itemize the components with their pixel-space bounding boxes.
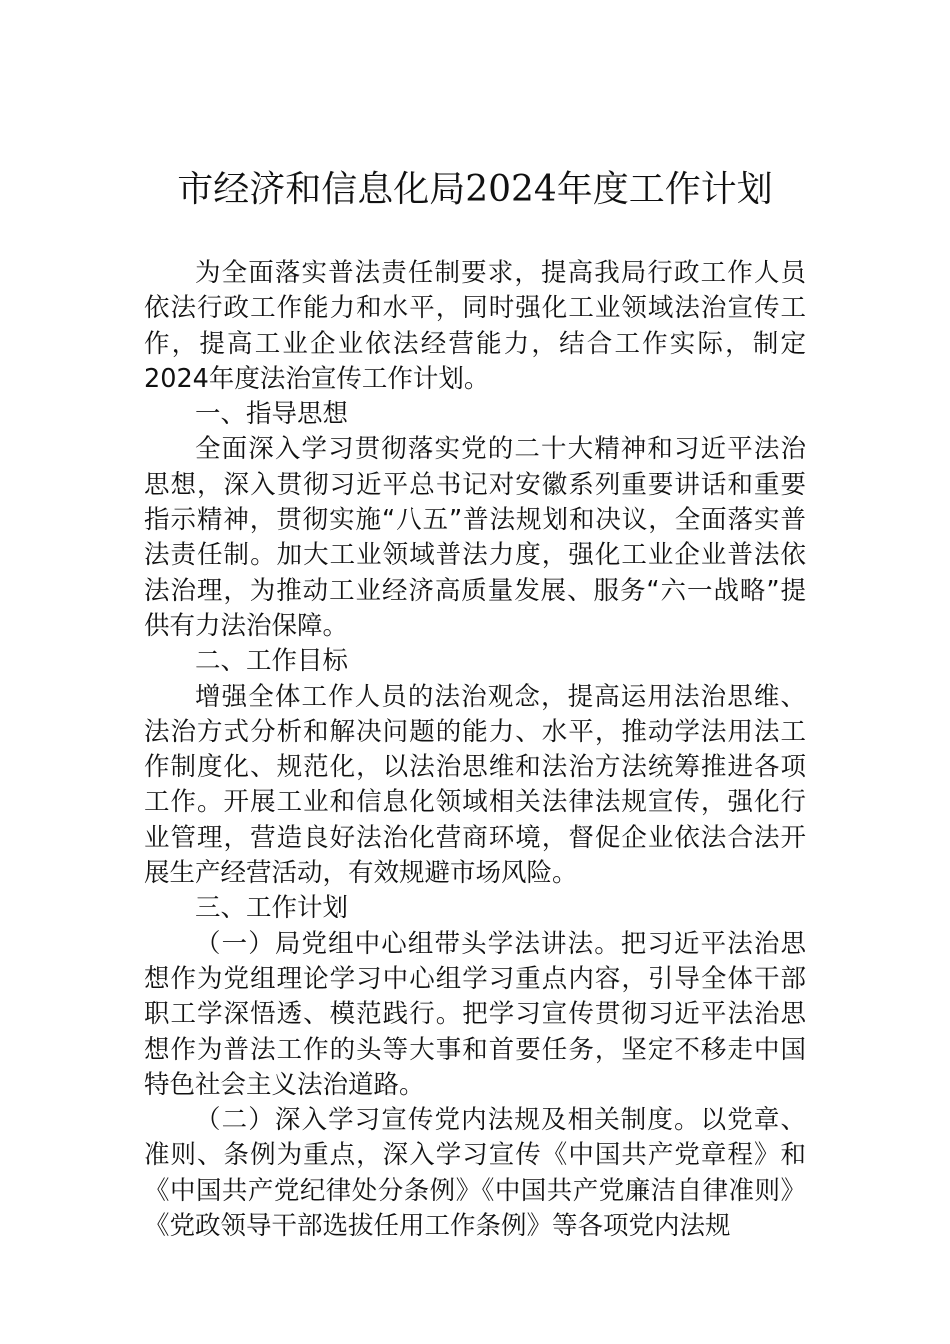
guiding-thought-paragraph: 全面深入学习贯彻落实党的二十大精神和习近平法治思想，深入贯彻习近平总书记对安徽系列重要讲话和重要指示精神，贯彻实施“八五”普法规划和决议，全面落实普法责任制。加大工业领域普法力度，强化工业企业普法依法治理，为推动工业经济高质量发展、服务“六一战略”提供有力法治保障。 xyxy=(144,434,806,641)
section-heading-work-goals: 二、工作目标 xyxy=(195,646,349,677)
document-body xyxy=(144,256,806,1244)
document-title: 市经济和信息化局2024年度工作计划 xyxy=(177,169,773,210)
work-plan-item-1: （一）局党组中心组带头学法讲法。把习近平法治思想作为党组理论学习中心组学习重点内容，引导全体干部职工学深悟透、模范践行。把学习宣传贯彻习近平法治思想作为普法工作的头等大事和首要任务，坚定不移走中国特色社会主义法治道路。 xyxy=(144,928,806,1100)
intro-paragraph: 为全面落实普法责任制要求，提高我局行政工作人员依法行政工作能力和水平，同时强化工业领域法治宣传工作，提高工业企业依法经营能力，结合工作实际，制定2024年度法治宣传工作计划。 xyxy=(144,258,806,394)
section-heading-guiding-thought: 一、指导思想 xyxy=(195,399,349,430)
work-goals-paragraph: 增强全体工作人员的法治观念，提高运用法治思维、法治方式分析和解决问题的能力、水平，推动学法用法工作制度化、规范化，以法治思维和法治方法统筹推进各项工作。开展工业和信息化领域相关法律法规宣传，强化行业管理，营造良好法治化营商环境，督促企业依法合法开展生产经营活动，有效规避市场风险。 xyxy=(144,681,806,889)
work-plan-item-2: （二）深入学习宣传党内法规及相关制度。以党章、准则、条例为重点，深入学习宣传《中国共产党章程》和《中国共产党纪律处分条例》《中国共产党廉洁自律准则》《党政领导干部选拔任用工作条例》等各项党内法规 xyxy=(144,1105,806,1242)
section-heading-work-plan: 三、工作计划 xyxy=(195,893,349,924)
